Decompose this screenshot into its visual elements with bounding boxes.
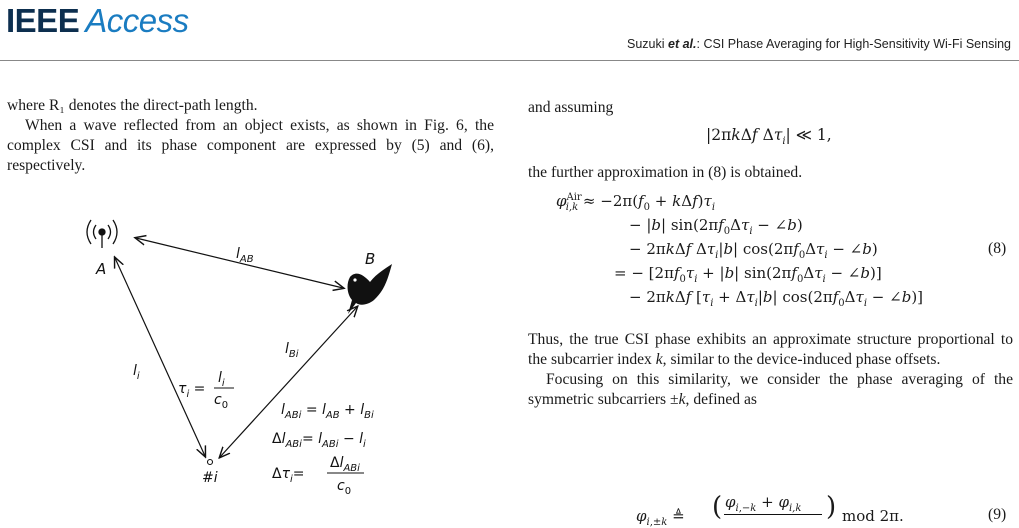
journal-logo: IEEE Access [6,2,189,39]
running-header: Suzuki et al.: CSI Phase Averaging for High-Sensitivity Wi-Fi Sensing [627,37,1011,51]
equation-dlabi: $\Delta l_{ABi}= l_{ABi} - l_i$ [272,431,366,450]
eq9-body: $\varphi_{i,\pm k}$ ≜ [636,507,685,528]
eq9-fraction-bar [724,514,822,515]
equation-tau-i [178,370,234,411]
eq8-line-4: = − [$2\pi f_0\tau_i + |b|$ $\sin(2\pi f_0\Delta\tau_i$ − ∠b)] [614,264,882,285]
left-line-1: where R₁ denotes the direct-path length. [7,97,258,114]
right-column-2 [528,163,1013,183]
node-b-label: B [365,250,376,268]
condition-equation: |2πkΔf $\Delta\tau_i|$ ≪ 1, [706,126,832,148]
left-paragraph-2: When a wave reflected from an object exists, as shown in Fig. 6, the complex CSI and its phase component are expressed by (5) and (6), respectively. [7,117,494,174]
receiver-label: #i [202,470,218,486]
focusing-paragraph: Focusing on this similarity, we consider the phase averaging of the symmetric subcarriers ±k, defined as [528,371,1013,408]
arrow-li [115,258,205,456]
antenna-icon [87,220,117,248]
eq9-right-paren: ) [826,492,837,522]
label-li: $l_i$ [133,363,140,382]
eq9-number: (9) [988,506,1007,523]
svg-text:li: $l_i$ [218,370,225,389]
eq9-numerator: $\varphi_{i,-k} + \varphi_{i,k}$ [725,493,802,514]
label-lbi: $l_{Bi}$ [285,341,299,360]
right-column-3 [528,330,1013,410]
node-a-label: A [96,260,107,278]
right-column [528,98,1013,118]
equation-dtau [272,455,364,497]
eq9-mod: mod 2π. [842,507,904,525]
eq8-line-5: − 2πkΔf [$\tau_i + \Delta\tau_i|b|$ $\cos(2\pi f_0\Delta\tau_i$ − ∠b)] [629,288,924,309]
and-assuming-text: and assuming [528,99,614,116]
bird-icon [348,264,392,314]
equation-labi: $l_{ABi} = l_{AB} + l_{Bi}$ [281,402,374,421]
receiver-point-icon [208,460,213,465]
eq8-line-3: − 2πkΔf $\Delta\tau_i|b|$ $\cos(2\pi f_0\Delta\tau_i$ − ∠b) [629,240,878,261]
eq9-left-paren: ( [712,492,723,522]
svg-text:c0: $c_0$ [214,392,229,411]
svg-text:ΔlABi: $\Delta l_{ABi}$ [330,455,360,474]
thus-paragraph: Thus, the true CSI phase exhibits an approximate structure proportional to the subcarrier index k, similar to the device-induced phase offsets. [528,331,1013,368]
eq8-line-1: $\varphi^{Air}_{i,k} \approx -2\pi(f_0 + k\Delta f)\tau_i$ [556,192,716,213]
further-approx-text: the further approximation in (8) is obtained. [528,164,803,181]
svg-text:Δτi=: $\Delta\tau_i=$ [272,466,305,485]
svg-text:c0: $c_0$ [337,478,352,497]
eq8-line-2: − |b| $\sin(2\pi f_0\Delta\tau_i$ − ∠b) [629,216,803,237]
eq8-number: (8) [988,240,1007,257]
arrow-lbi [220,307,357,457]
label-lab: $l_{AB}$ [236,246,254,265]
svg-text:τi =: $\tau_i$ = [178,381,206,400]
